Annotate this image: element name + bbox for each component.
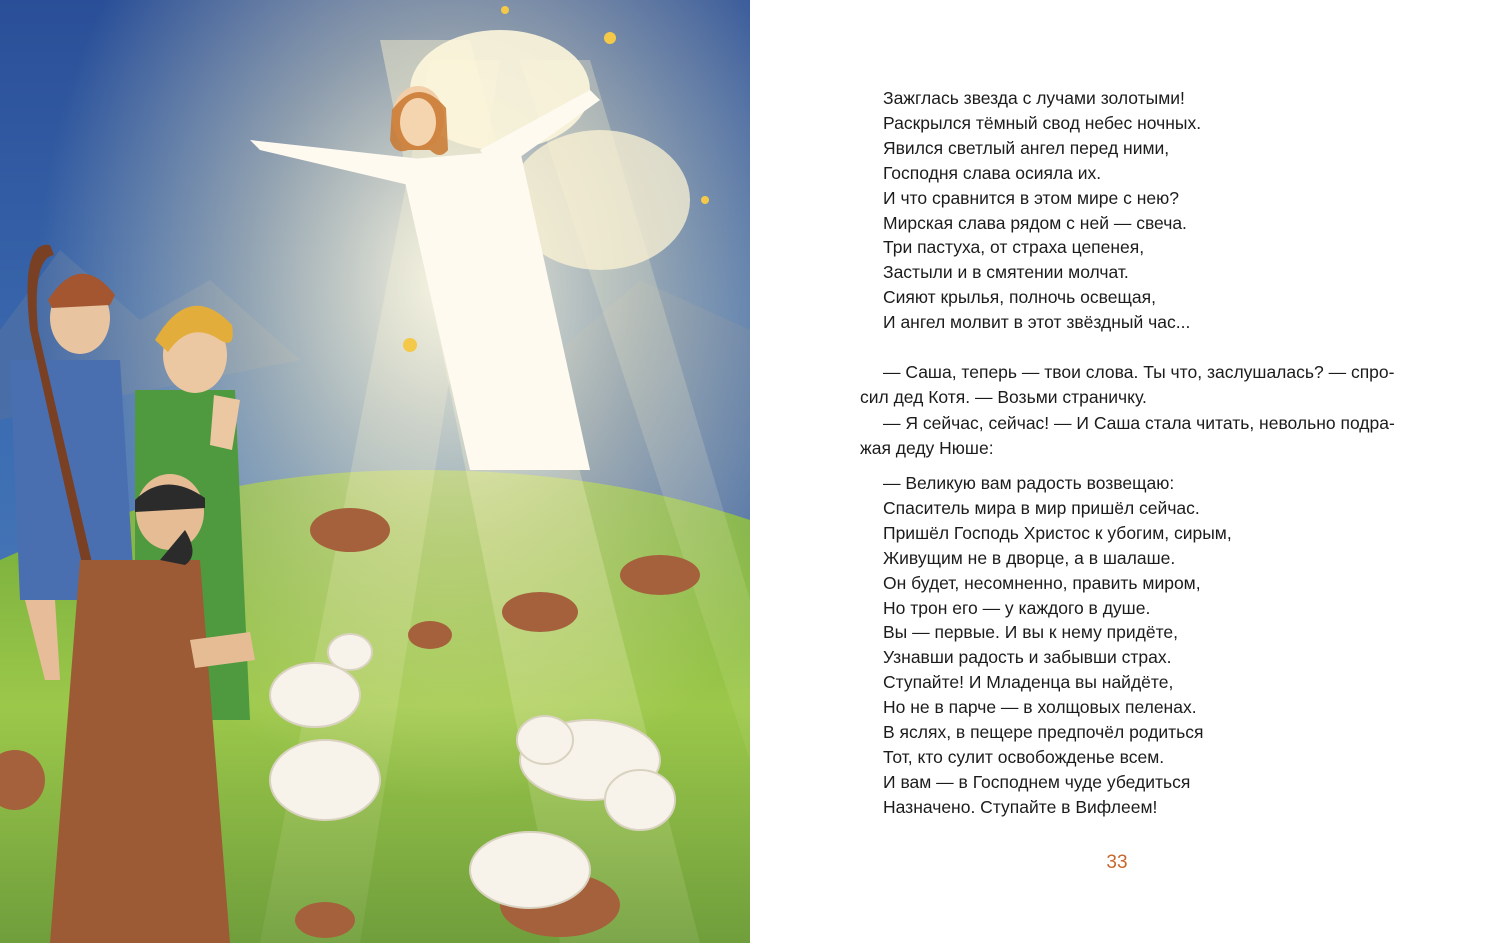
verse-line: Вы — первые. И вы к нему придёте, (883, 622, 1179, 643)
prose-line: — Я сейчас, сейчас! — И Саша стала читать, невольно подра- (883, 412, 1395, 433)
verse-line: Пришёл Господь Христос к убогим, сирым, (883, 522, 1232, 543)
prose-line: — Саша, теперь — твои слова. Ты что, заслушалась? — спро- (883, 362, 1395, 382)
verse-line: Зажглась звезда с лучами золотыми! (883, 88, 1185, 108)
verse-line: Тот, кто сулит освобожденье всем. (883, 746, 1165, 767)
text-page (750, 0, 1500, 943)
verse-line: Но не в парче — в холщовых пеленах. (883, 697, 1197, 718)
verse-block-1 (883, 86, 1443, 335)
verse-line: Спаситель мира в мир пришёл сейчас. (883, 497, 1200, 518)
verse-line: Три пастуха, от страха цепенея, (883, 237, 1145, 258)
verse-line: Застыли и в смятении молчат. (883, 262, 1129, 283)
verse-line: Он будет, несомненно, править миром, (883, 572, 1201, 593)
prose-line: жая деду Нюше: (860, 438, 994, 459)
verse-line: Ступайте! И Младенца вы найдёте, (883, 672, 1174, 693)
verse-line: Назначено. Ступайте в Вифлеем! (883, 796, 1158, 817)
verse-line: Мирская слава рядом с ней — свеча. (883, 212, 1187, 233)
prose-line: сил дед Котя. — Возьми страничку. (860, 387, 1147, 408)
verse-line: Явился светлый ангел перед ними, (883, 137, 1170, 158)
verse-line: Живущим не в дворце, а в шалаше. (883, 547, 1176, 568)
page-number: 33 (1106, 852, 1128, 873)
verse-line: И что сравнится в этом мире с нею? (883, 187, 1179, 208)
verse-line: Узнавши радость и забывши страх. (883, 647, 1172, 668)
verse-line: И ангел молвит в этот звёздный час... (883, 312, 1191, 333)
dialogue-paragraph (860, 360, 1420, 462)
verse-line: Господня слава осияла их. (883, 162, 1102, 183)
verse-block-2 (883, 471, 1443, 820)
verse-line: Сияют крылья, полночь освещая, (883, 287, 1156, 308)
verse-line: — Великую вам радость возвещаю: (883, 473, 1175, 493)
verse-line: Но трон его — у каждого в душе. (883, 597, 1151, 618)
verse-line: В яслях, в пещере предпочёл родиться (883, 722, 1204, 743)
verse-line: Раскрылся тёмный свод небес ночных. (883, 112, 1202, 133)
verse-line: И вам — в Господнем чуде убедиться (883, 771, 1191, 792)
